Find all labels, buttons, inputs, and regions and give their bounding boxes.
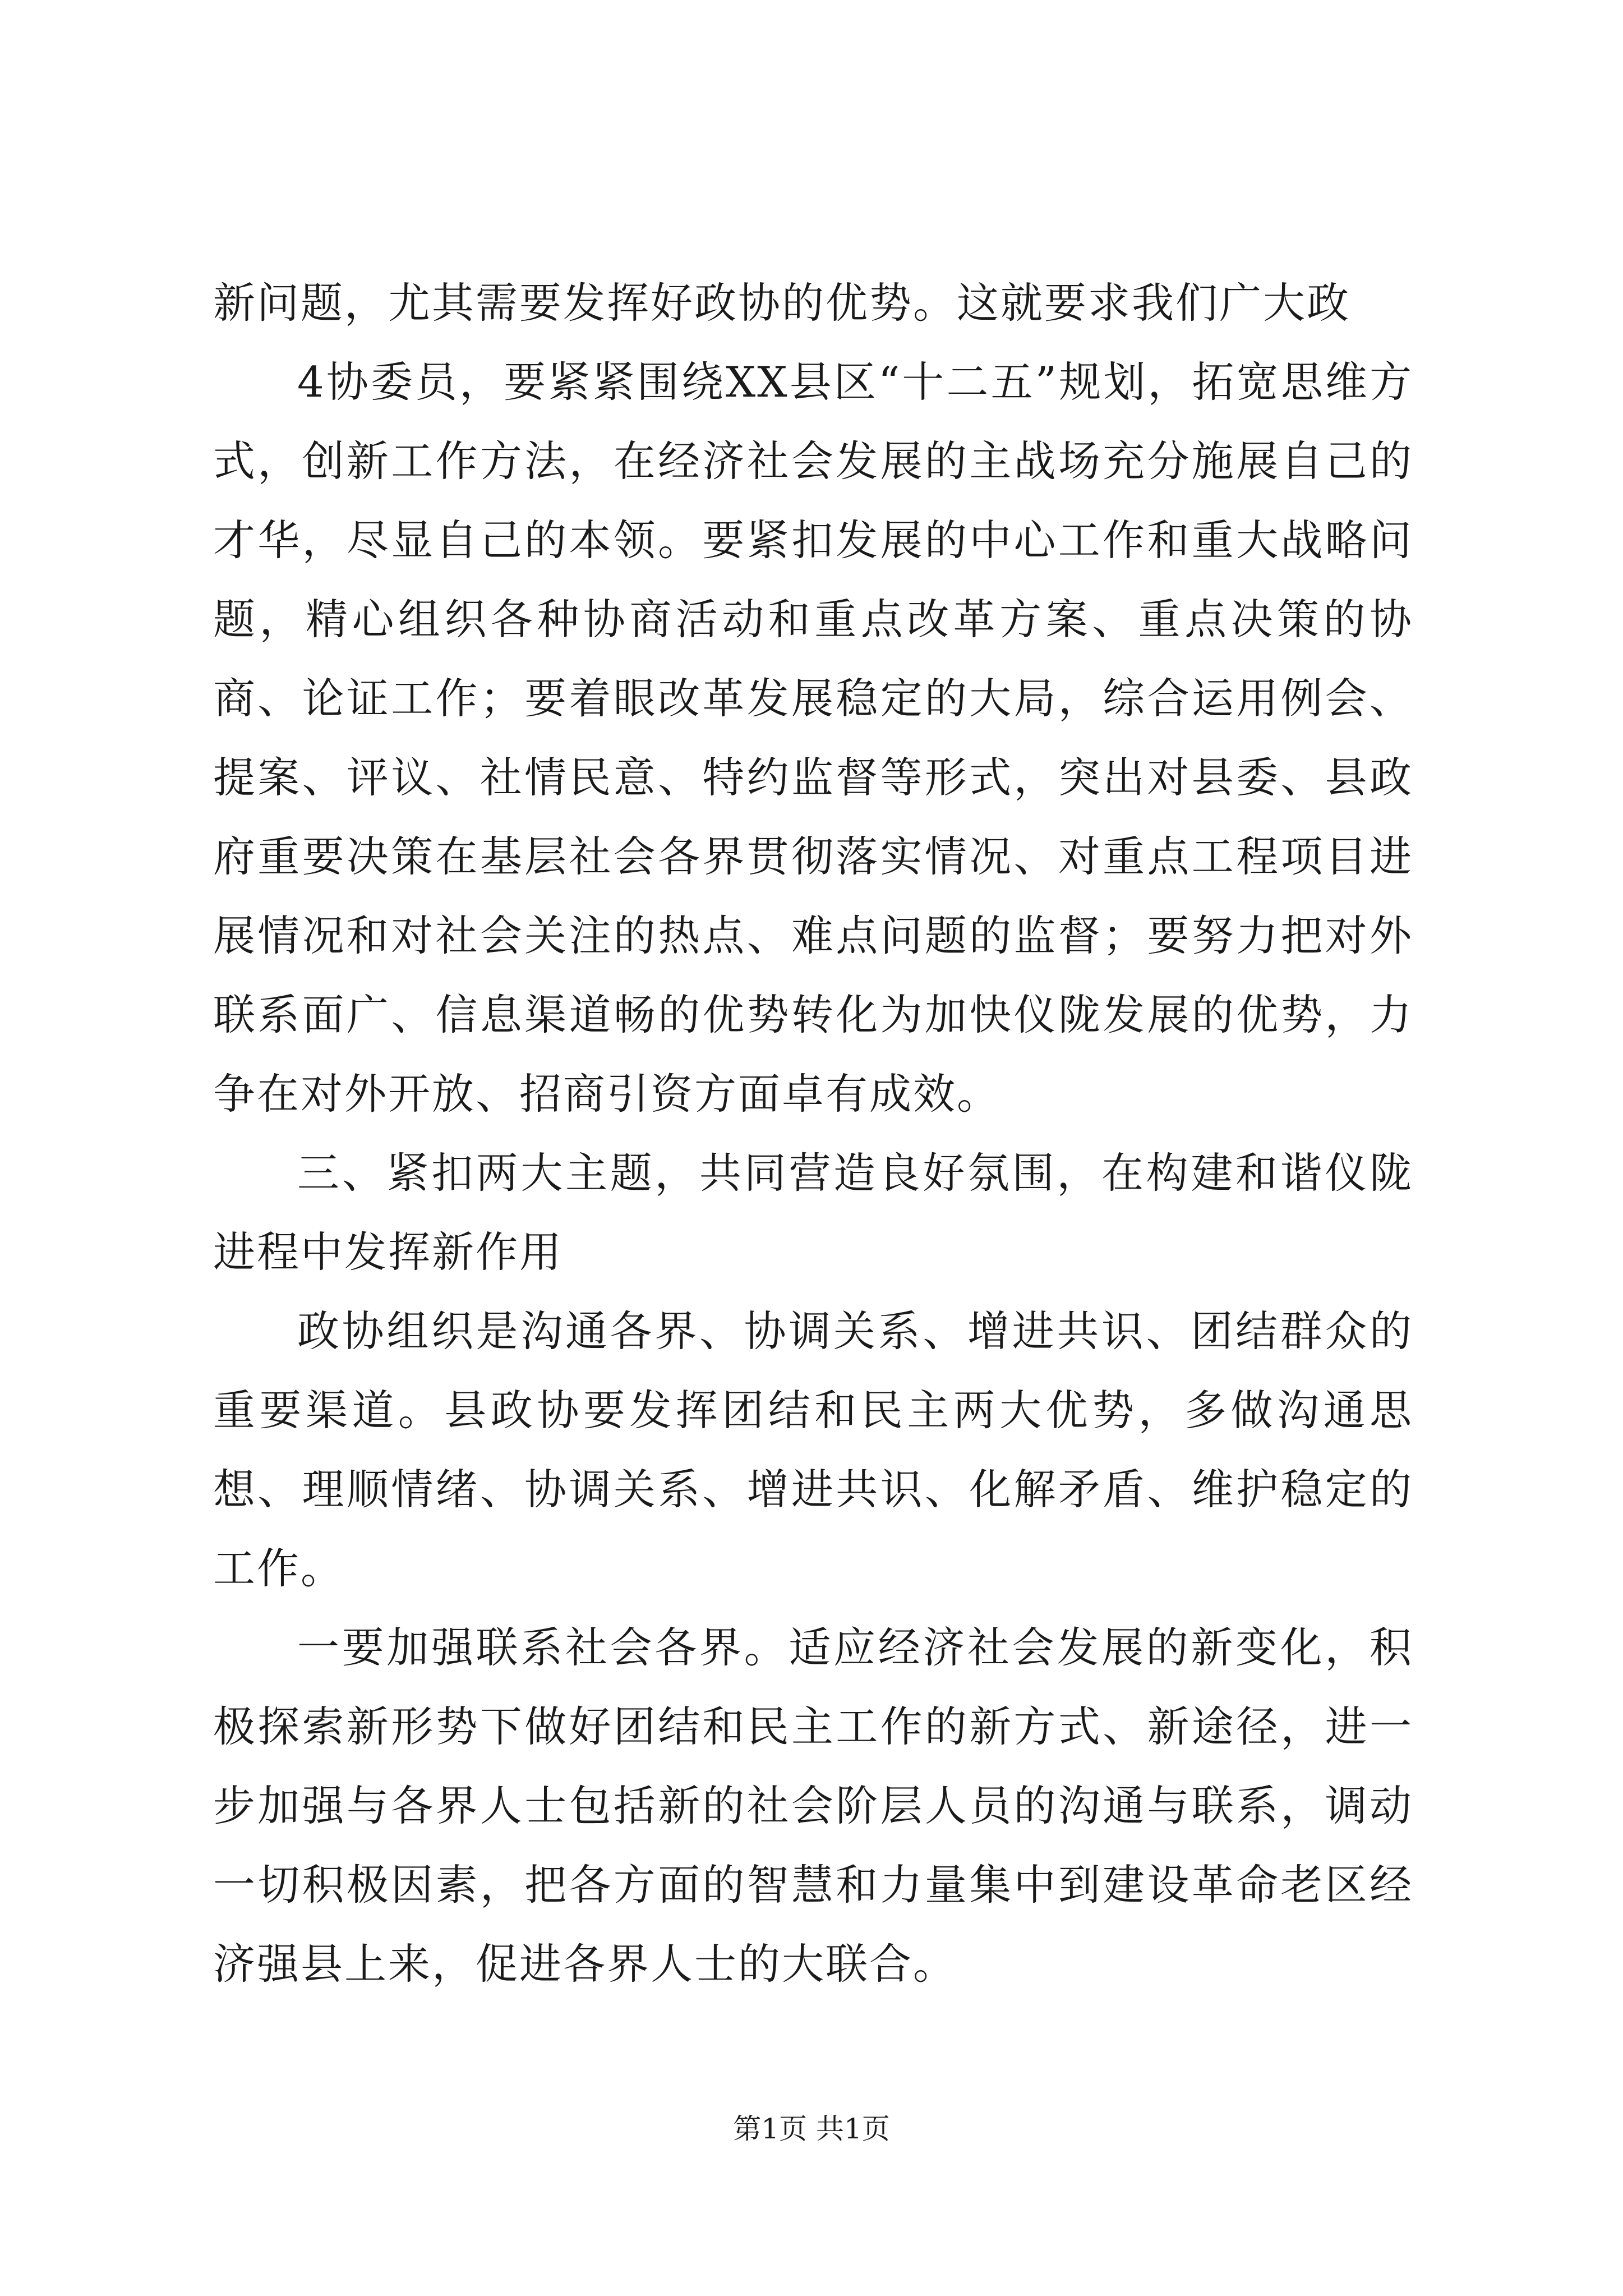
section-heading: 三、紧扣两大主题，共同营造良好氛围，在构建和谐仪陇进程中发挥新作用: [213, 1148, 1413, 1277]
paragraph: 政协组织是沟通各界、协调关系、增进共识、团结群众的重要渠道。县政协要发挥团结和民主两大优势，多做沟通思想、理顺情绪、协调关系、增进共识、化解矛盾、维护稳定的工作。: [213, 1306, 1413, 1593]
paragraph: 一要加强联系社会各界。适应经济社会发展的新变化，积极探索新形势下做好团结和民主工作的新方式、新途径，进一步加强与各界人士包括新的社会阶层人员的沟通与联系，调动一切积极因素，把各方面的智慧和力量集中到建设革命老区经济强县上来，促进各界人士的大联合。: [213, 1623, 1413, 1989]
paragraph-continuation: 新问题，尤其需要发挥好政协的优势。这就要求我们广大政: [213, 278, 1351, 328]
paragraph: 4协委员，要紧紧围绕XX县区“十二五”规划，拓宽思维方式，创新工作方法，在经济社会发展的主战场充分施展自己的才华，尽显自己的本领。要紧扣发展的中心工作和重大战略问题，精心组织各种协商活动和重点改革方案、重点决策的协商、论证工作；要着眼改革发展稳定的大局，综合运用例会、提案、评议、社情民意、特约监督等形式，突出对县委、县政府重要决策在基层社会各界贯彻落实情况、对重点工程项目进展情况和对社会关注的热点、难点问题的监督；要努力把对外联系面广、信息渠道畅的优势转化为加快仪陇发展的优势，力争在对外开放、招商引资方面卓有成效。: [213, 357, 1413, 1119]
document-body: [213, 264, 1413, 2004]
page-footer: 第1页 共1页: [733, 2113, 890, 2145]
